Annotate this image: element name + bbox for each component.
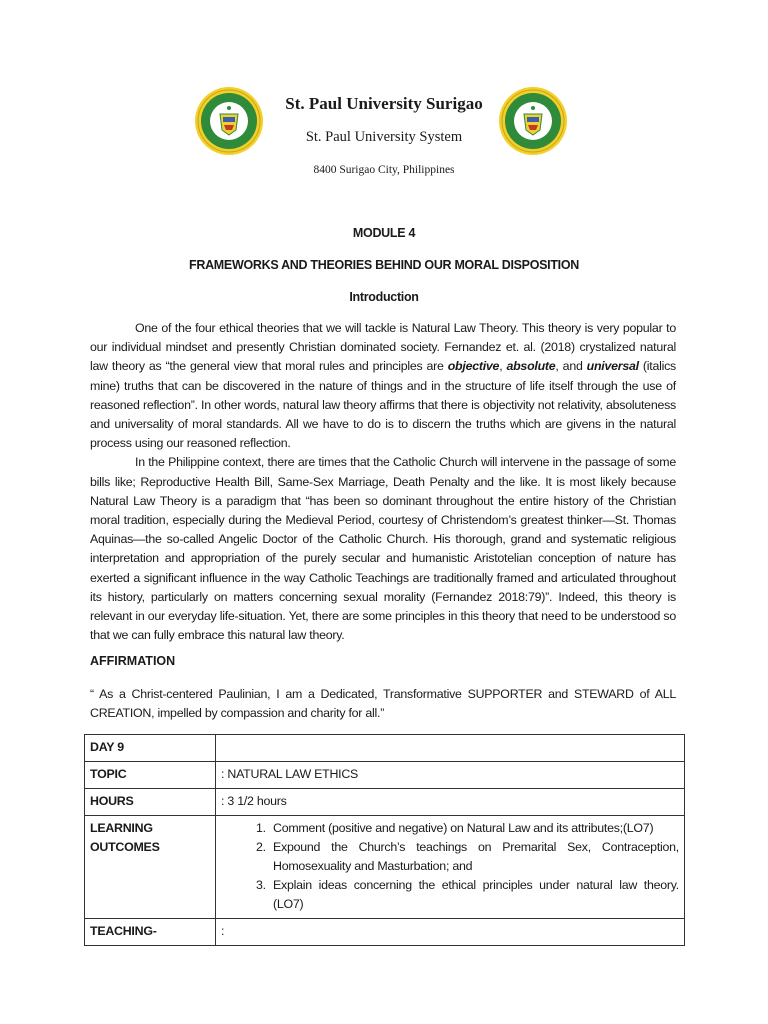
affirmation-heading: AFFIRMATION [90, 654, 176, 668]
day-label: DAY 9 [85, 735, 216, 762]
universal-term: universal [586, 359, 639, 374]
document-header [0, 80, 768, 190]
hours-value: : 3 1/2 hours [216, 789, 685, 816]
module-title: FRAMEWORKS AND THEORIES BEHIND OUR MORAL DISPOSITION [189, 258, 579, 272]
table-row-hours [85, 789, 685, 816]
university-system: St. Paul University System [305, 129, 463, 145]
hours-label: HOURS [85, 789, 216, 816]
table-row-topic [85, 762, 685, 789]
table-row-teaching [85, 919, 685, 946]
outcome-item: 2. Expound the Church’s teachings on Premarital Sex, Contraception, Homosexuality and Masturbation; and [269, 838, 679, 876]
university-address: 8400 Surigao City, Philippines [313, 164, 455, 176]
university-seal-right-icon [498, 86, 568, 156]
module-number: MODULE 4 [352, 226, 416, 240]
objective-term: objective [447, 359, 500, 374]
topic-value: : NATURAL LAW ETHICS [216, 762, 685, 789]
introduction-body [90, 319, 676, 645]
absolute-term: absolute [506, 359, 556, 374]
table-row-day [85, 735, 685, 762]
affirmation-text: “ As a Christ-centered Paulinian, I am a Dedicated, Transformative SUPPORTER and STEWARD of ALL CREATION, impelled by compassion and charity for all.” [90, 687, 676, 721]
outcomes-value [216, 816, 685, 919]
outcome-item: 1. Comment (positive and negative) on Natural Law and its attributes;(LO7) [269, 819, 679, 838]
introduction-heading: Introduction [349, 290, 419, 304]
outcomes-list [221, 819, 679, 914]
intro-paragraph-1: One of the four ethical theories that we will tackle is Natural Law Theory. This theory is very popular to our individual mindset and presently Christian dominated society. Fernandez et. al. (2018) crystalized natural law theory as “the general view that moral rules and principles are objective, absolute, and universal (italics mine) truths that can be discovered in the nature of things and in the structure of life itself through the use of reasoned reflection”. In other words, natural law theory affirms that there is objectivity not relativity, absoluteness and universality of moral standards. All we have to do is to discern the truths which are givens in the natural process using our reasoned reflection. [90, 321, 676, 451]
outcomes-label: LEARNING OUTCOMES [85, 816, 216, 919]
intro-paragraph-2: In the Philippine context, there are times that the Catholic Church will intervene in the passage of some bills like; Reproductive Health Bill, Same-Sex Marriage, Death Penalty and the like. It is most likely because Natural Law Theory is a paradigm that “has been so dominant throughout the entire history of the Christian moral tradition, especially during the Medieval Period, courtesy of Christendom’s greatest thinker—St. Thomas Aquinas—the so-called Angelic Doctor of the Catholic Church. His thorough, grand and systematic religious interpretation and appropriation of the purely secular and humanistic Aristotelian conception of nature has exerted a significant influence in the way Catholic Teachings are traditionally framed and articulated throughout its history, particularly on matters concerning sexual morality (Fernandez 2018:79)”. Indeed, this theory is relevant in our everyday life-situation. Yet, there are some principles in this theory that need to be understood so that we can fully embrace this natural law theory. [90, 455, 676, 643]
lesson-info-table [84, 734, 685, 946]
teaching-label: TEACHING- [85, 919, 216, 946]
table-row-outcomes [85, 816, 685, 919]
university-name: St. Paul University Surigao [285, 94, 483, 113]
day-value [216, 735, 685, 762]
teaching-value: : [216, 919, 685, 946]
topic-label: TOPIC [85, 762, 216, 789]
outcome-item: 3. Explain ideas concerning the ethical principles under natural law theory. (LO7) [269, 876, 679, 914]
